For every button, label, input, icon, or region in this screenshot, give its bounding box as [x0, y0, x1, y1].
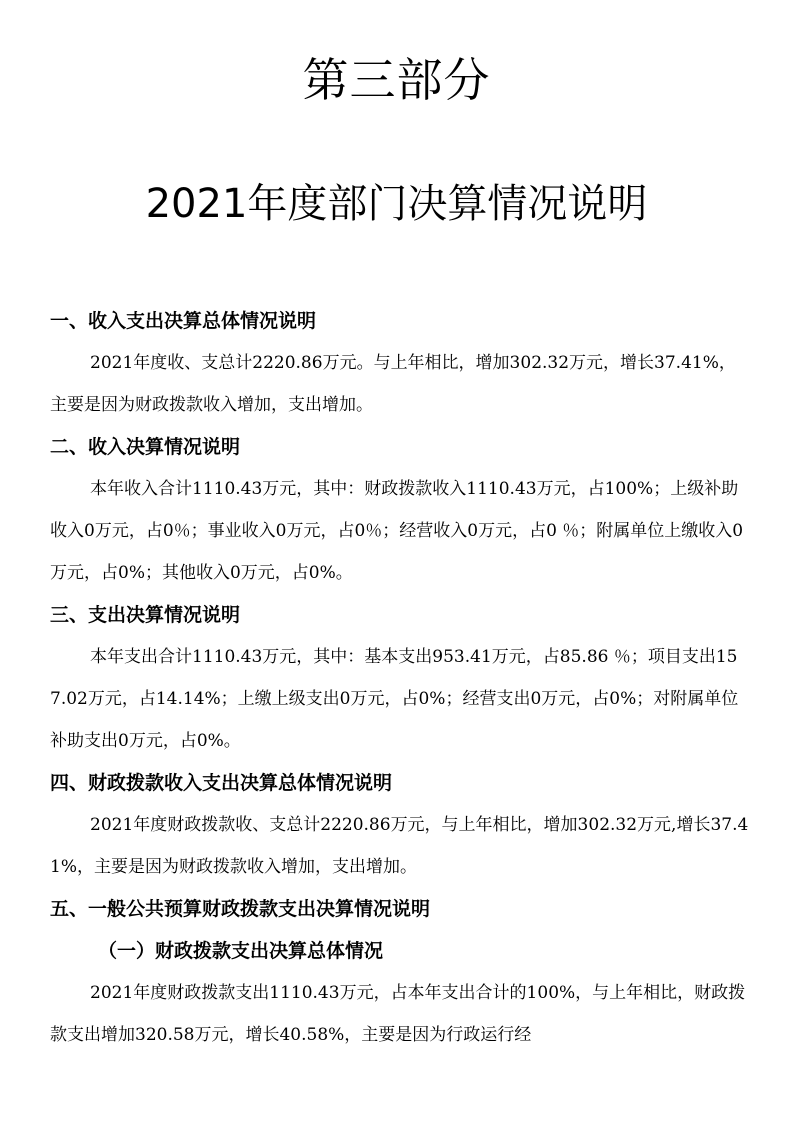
section-heading-1: 一、收入支出决算总体情况说明: [50, 310, 317, 332]
document-title: 第三部分: [302, 53, 491, 107]
section-paragraph-1: 2021年度收、支总计2220.86万元。与上年相比，增加302.32万元，增长37.41%，主要是因为财政拨款收入增加，支出增加。: [50, 353, 736, 415]
document-subtitle: 2021年度部门决算情况说明: [145, 181, 648, 227]
section-heading-5: 五、一般公共预算财政拨款支出决算情况说明: [50, 898, 431, 920]
section-subheading-5-1: （一）财政拨款支出决算总体情况: [98, 940, 384, 962]
section-heading-4: 四、财政拨款收入支出决算总体情况说明: [50, 772, 393, 794]
section-paragraph-3: 本年支出合计1110.43万元，其中：基本支出953.41万元，占85.86 ％；项目支出157.02万元，占14.14%；上缴上级支出0万元，占0%；经营支出0万元，占0%；对附属单位补助支出0万元，占0%。: [50, 647, 739, 751]
section-paragraph-2: 本年收入合计1110.43万元，其中：财政拨款收入1110.43万元，占100%；上级补助收入0万元，占0％；事业收入0万元，占0％；经营收入0万元，占0 ％；附属单位上缴收入0万元，占0%；其他收入0万元，占0%。: [50, 479, 744, 583]
section-heading-3: 三、支出决算情况说明: [50, 604, 241, 626]
document-body: [50, 300, 750, 1056]
section-paragraph-4: 2021年度财政拨款收、支总计2220.86万元，与上年相比，增加302.32万元,增长37.41%，主要是因为财政拨款收入增加，支出增加。: [50, 815, 749, 877]
section-paragraph-5: 2021年度财政拨款支出1110.43万元，占本年支出合计的100%，与上年相比，财政拨款支出增加320.58万元，增长40.58%，主要是因为行政运行经: [50, 983, 746, 1045]
section-heading-2: 二、收入决算情况说明: [50, 436, 241, 458]
